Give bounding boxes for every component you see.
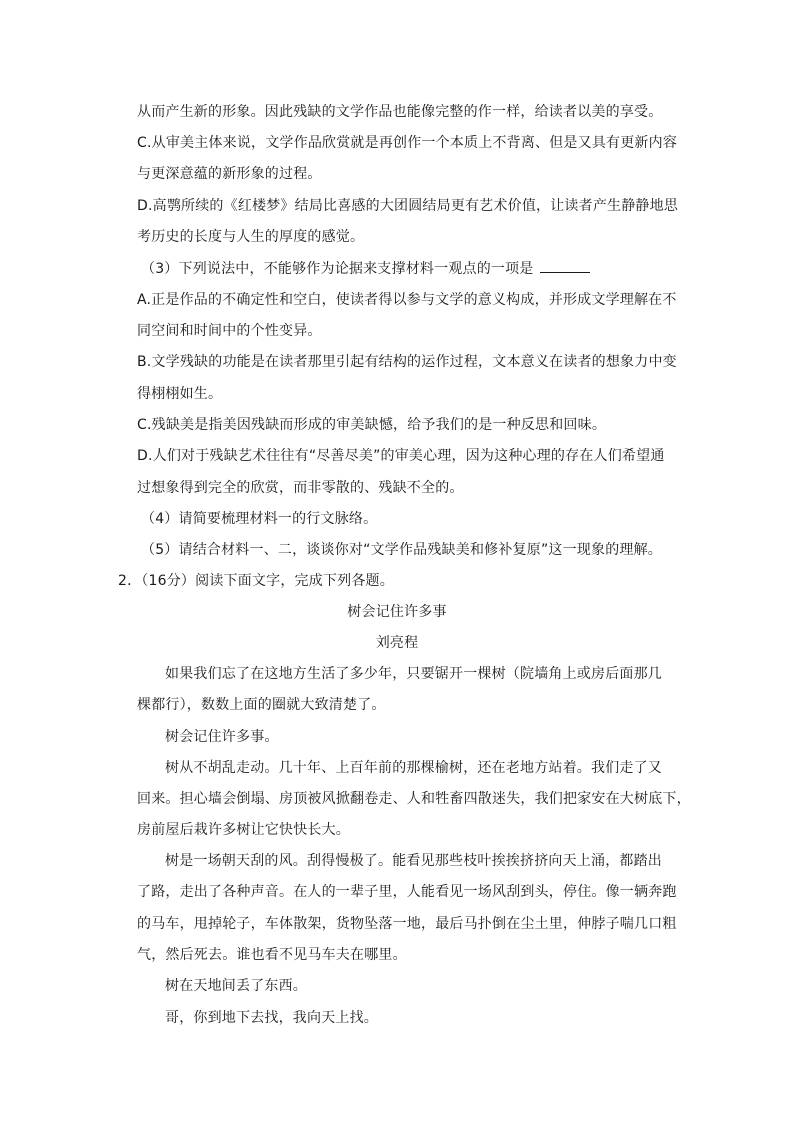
paragraph-line: 树在天地间丢了东西。	[165, 978, 307, 994]
paragraph-line: 哥，你到地下去找，我向天上找。	[165, 1010, 378, 1026]
text-line: 与更深意蕴的新形象的过程。	[137, 166, 322, 182]
paragraph-line: 了路，走出了各种声音。在人的一辈子里，人能看见一场风刮到头，停住。像一辆奔跑	[137, 884, 677, 900]
text-line: 同空间和时间中的个性变异。	[137, 323, 322, 339]
option-c: C.残缺美是指美因残缺而形成的审美缺憾，给予我们的是一种反思和回味。	[137, 417, 607, 433]
text-line: 从而产生新的形象。因此残缺的文学作品也能像完整的作一样，给读者以美的享受。	[137, 104, 663, 120]
paragraph-line: 回来。担心墙会倒塌、房顶被风掀翻卷走、人和牲畜四散迷失，我们把家安在大树底下，	[137, 791, 691, 807]
paragraph-line: 气，然后死去。谁也看不见马车夫在哪里。	[137, 947, 407, 963]
question-5: （5）请结合材料一、二，谈谈你对“文学作品残缺美和修补复原”这一现象的理解。	[141, 542, 663, 558]
text-line: 过想象得到完全的欣赏，而非零散的、残缺不全的。	[137, 480, 464, 496]
paragraph-line: 树从不胡乱走动。几十年、上百年前的那棵榆树，还在老地方站着。我们走了又	[165, 760, 662, 776]
question-3	[141, 258, 681, 279]
paragraph-line: 房前屋后栽许多树让它快快长大。	[137, 822, 350, 838]
text-line: 得栩栩如生。	[137, 386, 223, 402]
paragraph-line: 如果我们忘了在这地方生活了多少年，只要锯开一棵树（院墙角上或房后面那几	[165, 666, 662, 682]
option-d: D.人们对于残缺艺术往往有“尽善尽美”的审美心理，因为这种心理的存在人们希望通	[137, 448, 665, 464]
option-b: B.文学残缺的功能是在读者那里引起有结构的运作过程，文本意义在读者的想象力中变	[137, 354, 677, 370]
option-d: D.高鹗所续的《红楼梦》结局比喜感的大团圆结局更有艺术价值，让读者产生静静地思	[137, 198, 679, 214]
question-3-text: （3）下列说法中，不能够作为论据来支撑材料一观点的一项是	[141, 261, 534, 277]
paragraph-line: 树会记住许多事。	[165, 729, 279, 745]
option-a: A.正是作品的不确定性和空白，使读者得以参与文学的意义构成，并形成文学理解在不	[137, 292, 677, 308]
paragraph-line: 棵都行），数数上面的圈就大致清楚了。	[137, 697, 386, 713]
paragraph-line: 树是一场朝天刮的风。刮得慢极了。能看见那些枝叶挨挨挤挤向天上涌，都踏出	[165, 853, 662, 869]
question-2-heading: 2．（16分）阅读下面文字，完成下列各题。	[118, 573, 394, 589]
question-4: （4）请简要梳理材料一的行文脉络。	[141, 511, 378, 527]
option-c: C.从审美主体来说，文学作品欣赏就是再创作一个本质上不背离、但是又具有更新内容	[137, 135, 678, 151]
paragraph-line: 的马车，甩掉轮子，车体散架，货物坠落一地，最后马扑倒在尘土里，伸脖子喘几口粗	[137, 916, 677, 932]
answer-blank[interactable]	[540, 258, 590, 273]
text-line: 考历史的长度与人生的厚度的感觉。	[137, 229, 365, 245]
article-title: 树会记住许多事	[347, 604, 447, 620]
article-author: 刘亮程	[375, 635, 419, 651]
